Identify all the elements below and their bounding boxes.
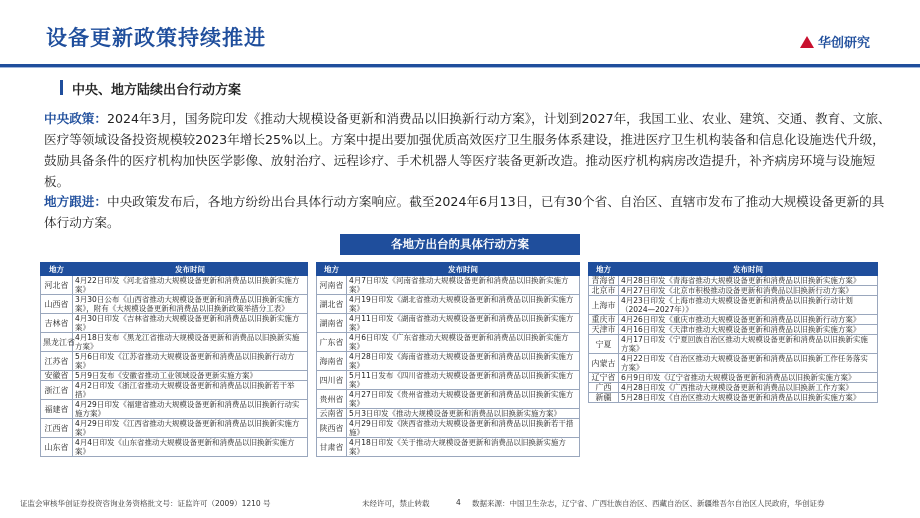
region-cell: 黑龙江省 (41, 333, 73, 352)
footer-notice: 未经许可，禁止转载 (362, 499, 430, 508)
column-header-region: 地方 (317, 263, 347, 276)
policy-cell: 4月18日印发《关于推动大规模设备更新和消费品以旧换新实施方案》 (347, 438, 580, 457)
region-cell: 重庆市 (589, 315, 619, 325)
policy-cell: 4月29日印发《福建省推动大规模设备更新和消费品以旧换新行动实施方案》 (73, 400, 308, 419)
policy-cell: 4月4日印发《山东省推动大规模设备更新和消费品以旧换新实施方案》 (73, 438, 308, 457)
policy-cell: 4月29日印发《陕西省推动大规模设备更新和消费品以旧换新若干措施》 (347, 419, 580, 438)
column-header-time: 发布时间 (619, 263, 878, 276)
policy-cell: 4月16日印发《天津市推动大规模设备更新和消费品以旧换新实施方案》 (619, 325, 878, 335)
local-policy-paragraph (44, 191, 896, 233)
table-row (317, 409, 580, 419)
region-cell: 福建省 (41, 400, 73, 419)
column-header-time: 发布时间 (347, 263, 580, 276)
table-row (41, 333, 308, 352)
region-cell: 广西 (589, 383, 619, 393)
policy-table-1 (40, 262, 308, 457)
policy-cell: 4月19日印发《湖北省推动大规模设备更新和消费品以旧换新实施方案》 (347, 295, 580, 314)
region-cell: 青海省 (589, 276, 619, 286)
table-row (589, 276, 878, 286)
table-row (41, 314, 308, 333)
table-row (317, 390, 580, 409)
table-row (41, 381, 308, 400)
policy-table-2 (316, 262, 580, 457)
policy-cell: 3月30日公布《山西省推动大规模设备更新和消费品以旧换新实施方案》，附有《大规模设备更新和消费品以旧换新政策举措分工表》 (73, 295, 308, 314)
table-row (41, 276, 308, 295)
table-row (589, 354, 878, 373)
page-title: 设备更新政策持续推进 (46, 26, 266, 50)
section-title: 中央、地方陆续出台行动方案 (72, 83, 242, 98)
table-row (317, 371, 580, 390)
region-cell: 贵州省 (317, 390, 347, 409)
region-cell: 浙江省 (41, 381, 73, 400)
table-row (317, 333, 580, 352)
policy-cell: 4月2日印发《浙江省推动大规模设备更新和消费品以旧换新若干举措》 (73, 381, 308, 400)
region-cell: 北京市 (589, 286, 619, 296)
region-cell: 辽宁省 (589, 373, 619, 383)
central-policy-paragraph (44, 108, 896, 192)
policy-cell: 4月6日印发《广东省推动大规模设备更新和消费品以旧换新实施方案》 (347, 333, 580, 352)
policy-cell: 4月18日发布《黑龙江省推动大规模设备更新和消费品以旧换新实施方案》 (73, 333, 308, 352)
region-cell: 甘肃省 (317, 438, 347, 457)
region-cell: 湖南省 (317, 314, 347, 333)
footer-license: 证监会审核华创证券投资咨询业务资格批文号：证监许可（2009）1210 号 (20, 499, 271, 508)
policy-cell: 5月3日印发《推动大规模设备更新和消费品以旧换新实施方案》 (347, 409, 580, 419)
table-row (317, 419, 580, 438)
central-policy-text: 2024年3月，国务院印发《推动大规模设备更新和消费品以旧换新行动方案》，计划到2027年，我国工业、农业、建筑、交通、教育、文旅、医疗等领域设备投资规模较2023年增长25%以上。方案中提出要加强优质高效医疗卫生服务体系建设，推进医疗卫生机构装备和信息化设施迭代升级，鼓励具备条件的医疗机构加快医学影像、放射治疗、远程诊疗、手术机器人等医疗装备更新改造。推动医疗机构病房改造提升，补齐病房环境与设施短板。 (44, 111, 891, 189)
header-divider-light (0, 67, 920, 68)
section-marker (60, 80, 63, 95)
table-row (589, 296, 878, 315)
table-row (41, 400, 308, 419)
region-cell: 宁夏 (589, 335, 619, 354)
column-header-time: 发布时间 (73, 263, 308, 276)
policy-cell: 4月30日印发《吉林省推动大规模设备更新和消费品以旧换新实施方案》 (73, 314, 308, 333)
table-row (317, 438, 580, 457)
policy-cell: 5月9日发布《安徽省推动工业领域设备更新实施方案》 (73, 371, 308, 381)
table-title: 各地方出台的具体行动方案 (340, 234, 580, 255)
table-row (589, 373, 878, 383)
region-cell: 吉林省 (41, 314, 73, 333)
table-row (589, 325, 878, 335)
region-cell: 云南省 (317, 409, 347, 419)
table-row (41, 419, 308, 438)
central-policy-label: 中央政策： (44, 111, 107, 126)
policy-cell: 5月11日发布《四川省推动大规模设备更新和消费品以旧换新实施方案》 (347, 371, 580, 390)
logo-text: 华创研究 (818, 36, 871, 51)
table-row (41, 438, 308, 457)
region-cell: 内蒙古 (589, 354, 619, 373)
table-row (317, 314, 580, 333)
table-row (41, 371, 308, 381)
table-row (589, 393, 878, 403)
table-row (41, 295, 308, 314)
policy-cell: 4月28日印发《广西推动大规模设备更新和消费品以旧换新工作方案》 (619, 383, 878, 393)
policy-cell: 4月22日印发《自治区推动大规模设备更新和消费品以旧换新工作任务落实方案》 (619, 354, 878, 373)
policy-cell: 4月27日印发《贵州省推动大规模设备更新和消费品以旧换新实施方案》 (347, 390, 580, 409)
table-row (589, 286, 878, 296)
local-policy-label: 地方跟进： (44, 194, 107, 209)
policy-cell: 4月7日印发《河南省推动大规模设备更新和消费品以旧换新实施方案》 (347, 276, 580, 295)
region-cell: 天津市 (589, 325, 619, 335)
region-cell: 山东省 (41, 438, 73, 457)
region-cell: 河北省 (41, 276, 73, 295)
region-cell: 江西省 (41, 419, 73, 438)
region-cell: 海南省 (317, 352, 347, 371)
column-header-region: 地方 (41, 263, 73, 276)
region-cell: 新疆 (589, 393, 619, 403)
policy-cell: 4月29日印发《江西省推动大规模设备更新和消费品以旧换新实施方案》 (73, 419, 308, 438)
region-cell: 江苏省 (41, 352, 73, 371)
region-cell: 上海市 (589, 296, 619, 315)
policy-cell: 5月28日印发《自治区推动大规模设备更新和消费品以旧换新实施方案》 (619, 393, 878, 403)
region-cell: 四川省 (317, 371, 347, 390)
policy-cell: 4月28日印发《青海省推动大规模设备更新和消费品以旧换新实施方案》 (619, 276, 878, 286)
policy-cell: 5月6日印发《江苏省推动大规模设备更新和消费品以旧换新行动方案》 (73, 352, 308, 371)
policy-cell: 6月9日印发《辽宁省推动大规模设备更新和消费品以旧换新实施方案》 (619, 373, 878, 383)
table-row (41, 352, 308, 371)
policy-cell: 4月28日印发《海南省推动大规模设备更新和消费品以旧换新实施方案》 (347, 352, 580, 371)
table-row (589, 315, 878, 325)
table-row (589, 335, 878, 354)
page-number: 4 (456, 498, 461, 507)
policy-cell: 4月23日印发《上海市推动大规模设备更新和消费品以旧换新行动计划（2024—2027年）》 (619, 296, 878, 315)
policy-cell: 4月11日印发《湖南省推动大规模设备更新和消费品以旧换新实施方案》 (347, 314, 580, 333)
policy-cell: 4月26日印发《重庆市推动大规模设备更新和消费品以旧换新行动方案》 (619, 315, 878, 325)
footer-source: 数据来源：中国卫生杂志，辽宁省、广西壮族自治区、西藏自治区、新疆维吾尔自治区人民政府，华创证券 (472, 499, 825, 508)
policy-cell: 4月27日印发《北京市积极推动设备更新和消费品以旧换新行动方案》 (619, 286, 878, 296)
table-row (317, 276, 580, 295)
table-row (317, 295, 580, 314)
region-cell: 河南省 (317, 276, 347, 295)
region-cell: 陕西省 (317, 419, 347, 438)
local-policy-text: 中央政策发布后，各地方纷纷出台具体行动方案响应。截至2024年6月13日，已有30个省、自治区、直辖市发布了推动大规模设备更新的具体行动方案。 (44, 194, 885, 230)
policy-cell: 4月22日印发《河北省推动大规模设备更新和消费品以旧换新实施方案》 (73, 276, 308, 295)
region-cell: 安徽省 (41, 371, 73, 381)
policy-cell: 4月17日印发《宁夏回族自治区推动大规模设备更新和消费品以旧换新实施方案》 (619, 335, 878, 354)
table-row (317, 352, 580, 371)
logo-mark-icon (800, 36, 814, 48)
region-cell: 广东省 (317, 333, 347, 352)
column-header-region: 地方 (589, 263, 619, 276)
region-cell: 山西省 (41, 295, 73, 314)
policy-table-3 (588, 262, 878, 403)
table-row (589, 383, 878, 393)
region-cell: 湖北省 (317, 295, 347, 314)
brand-logo (800, 32, 870, 51)
